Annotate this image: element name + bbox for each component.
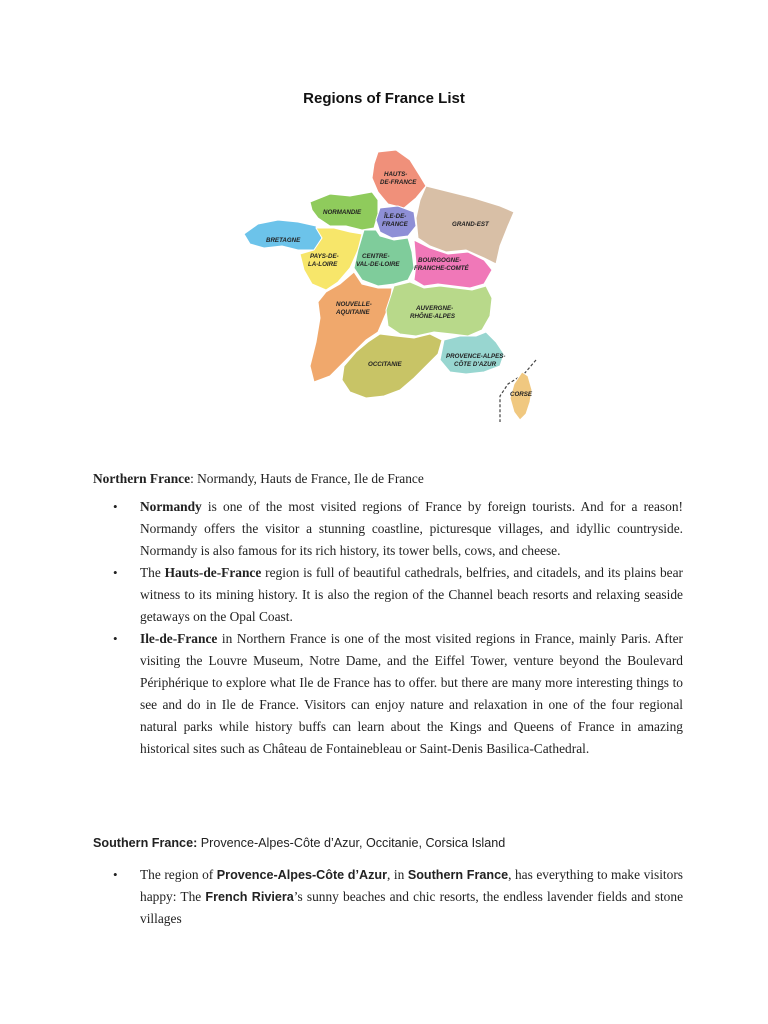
northern-france-section — [93, 468, 683, 760]
item-text: The region of — [140, 867, 217, 882]
label-pays-de-la-loire-2: LA-LOIRE — [308, 261, 338, 268]
item-text: , in — [387, 867, 408, 882]
label-auvergne-2: RHÔNE-ALPES — [410, 313, 456, 320]
southern-france-heading-rest: Provence-Alpes-Côte d’Azur, Occitanie, Corsica Island — [197, 836, 506, 850]
label-grand-est: GRAND-EST — [452, 221, 489, 228]
label-bourgogne-2: FRANCHE-COMTÉ — [414, 265, 469, 272]
label-hauts-de-france-1: HAUTS- — [384, 171, 408, 178]
item-bold: Normandy — [140, 499, 202, 514]
list-item — [93, 864, 683, 930]
southern-france-heading-bold: Southern France: — [93, 836, 198, 850]
label-nouvelle-aquitaine-2: AQUITAINE — [336, 309, 370, 316]
label-corse: CORSE — [510, 391, 533, 398]
item-bold: Provence-Alpes-Côte d’Azur — [216, 868, 387, 882]
northern-france-heading-rest: : Normandy, Hauts de France, Ile de France — [190, 471, 424, 486]
item-text: region is full of beautiful cathedrals, belfries, and citadels, and its plains bear witness to its mining history. It is also the region of the Channel beach resorts and relaxing seaside getaways on the Opal Coast. — [140, 565, 683, 624]
southern-france-list — [93, 864, 683, 930]
label-bourgogne-1: BOURGOGNE- — [418, 257, 462, 264]
item-bold: French Riviera — [205, 890, 294, 904]
label-nouvelle-aquitaine-1: NOUVELLE- — [336, 301, 372, 308]
item-pre: The — [140, 565, 165, 580]
list-item — [93, 562, 683, 628]
item-bold: Southern France — [407, 868, 509, 882]
label-centre-1: CENTRE- — [362, 253, 390, 260]
label-paca-2: CÔTE D'AZUR — [454, 361, 497, 368]
label-centre-2: VAL-DE-LOIRE — [356, 261, 400, 268]
item-text: in Northern France is one of the most visited regions in France, mainly Paris. After visiting the Louvre Museum, Notre Dame, and the Eiffel Tower, venture beyond the Boulevard Périphérique to explore what Ile de France has to offer. but there are many more interesting things to see and do in Ile de France. Visitors can enjoy nature and relaxation in one of the four regional natural parks while history buffs can learn about the Kings and Queens of France in amazing historical sites such as Château de Fontainebleau or Saint-Denis Basilica-Cathedral. — [140, 631, 683, 756]
list-item — [93, 628, 683, 760]
item-text: is one of the most visited regions of France by foreign tourists. And for a reason! Normandy offers the visitor a stunning coastline, picturesque villages, and idyllic countryside. Normandy is also famous for its rich history, its tower bells, cows, and cheese. — [140, 499, 683, 558]
page-title: Regions of France List — [303, 90, 465, 107]
label-bretagne: BRETAGNE — [266, 237, 301, 244]
northern-france-heading-bold: Northern France — [93, 471, 191, 486]
list-item — [93, 496, 683, 562]
label-normandie: NORMANDIE — [323, 209, 362, 216]
france-regions-map — [238, 146, 538, 428]
label-pays-de-la-loire-1: PAYS-DE- — [310, 253, 339, 260]
northern-france-heading — [93, 468, 683, 490]
label-occitanie: OCCITANIE — [368, 361, 402, 368]
northern-france-list — [93, 496, 683, 760]
southern-france-section — [93, 832, 683, 930]
southern-france-heading — [93, 832, 683, 854]
label-auvergne-1: AUVERGNE- — [416, 305, 454, 312]
label-ile-de-france-2: FRANCE — [382, 221, 408, 228]
item-bold: Ile-de-France — [140, 631, 218, 646]
item-text: , has everything to make visitors happy: The — [140, 867, 684, 904]
item-text: ’s sunny beaches and chic resorts, the endless lavender fields and stone villages — [140, 889, 684, 926]
label-paca-1: PROVENCE-ALPES- — [446, 353, 506, 360]
item-bold: Hauts-de-France — [164, 565, 262, 580]
label-hauts-de-france-2: DE-FRANCE — [380, 179, 417, 186]
label-ile-de-france-1: ÎLE-DE- — [384, 213, 407, 220]
region-bretagne — [244, 220, 322, 250]
